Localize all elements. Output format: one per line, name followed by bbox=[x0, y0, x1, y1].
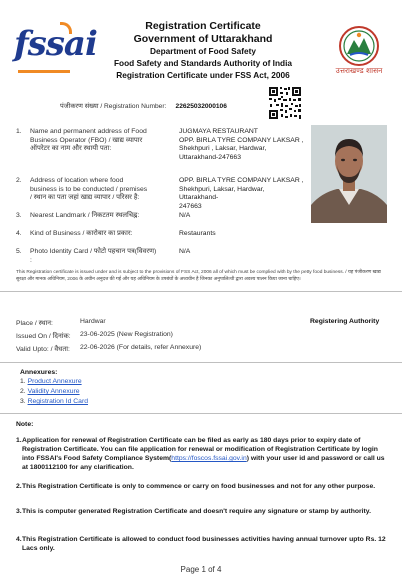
annexures-title: Annexures: bbox=[20, 369, 58, 376]
place-value: Hardwar bbox=[80, 318, 106, 325]
state-emblem-caption: उत्तराखण्ड शासन bbox=[335, 66, 383, 75]
legal-fine-print: This Registration certificate is issued under and is subject to the provisions of FSS Act, 2006 all of which must be complied with by the petty food business. / यह पंजीकरण खाद्य सुरक्षा और मानक अधिनियम, 2006 के अधीन अनुदत्त की गई और यह अधिनियम के उपबंधों के अध्यधीन है जिनका अनुपालित्थी द्वारा अवश्य पालन किया जाना चाहिए। bbox=[16, 270, 381, 282]
registering-authority: Registering Authority bbox=[310, 318, 380, 325]
registration-number: 22625032000106 bbox=[175, 103, 227, 110]
item-1-value: JUGMAYA RESTAURANT OPP. BIRLA TYRE COMPANY LAKSAR , Shekhpuri , Laksar, Hardwar, Uttarakhand-247663 bbox=[179, 128, 304, 161]
item-2-label: Address of location where food business is to be conducted / premises / स्थान का पता जहां खाद्य व्यापार / परिसर है: bbox=[30, 177, 148, 202]
note-4-text: This Registration Certificate is allowed to conduct food businesses activities having annual turnover upto Rs. 12 Lacs only. bbox=[22, 536, 386, 553]
government-title: Government of Uttarakhand bbox=[133, 33, 273, 45]
fssai-logo-text: fssai bbox=[14, 24, 97, 64]
note-1-text: Application for renewal of Registration Certificate can be filed as early as 180 days prior to expiry date of Registration Certificate. You can file application for renewal or modification of Registration Certificate by login into FSSAI's Food Safety Compliance System( bbox=[22, 437, 378, 463]
certificate-title: Registration Certificate bbox=[145, 20, 261, 32]
item-1-label: Name and permanent address of Food Business Operator (FBO) / खाद्य व्यापार ऑपरेटर का नाम और स्थायी पता: bbox=[30, 128, 147, 153]
note-2-number: 2. bbox=[16, 483, 22, 490]
place-row bbox=[16, 318, 106, 327]
qr-code-icon bbox=[268, 86, 302, 120]
note-2-text: This Registration Certificate is only to commence or carry on food businesses and not for any other purpose. bbox=[22, 483, 376, 490]
issued-value: 23-06-2025 (New Registration) bbox=[80, 331, 173, 338]
valid-value: 22-06-2026 (For details, refer Annexure) bbox=[80, 344, 202, 351]
item-3-number: 3. bbox=[16, 212, 22, 219]
issued-label: Issued On / दिनांक: bbox=[16, 333, 71, 340]
item-4-value: Restaurants bbox=[179, 230, 216, 237]
fssai-logo-bar bbox=[18, 70, 70, 73]
registration-number-label: पंजीकरण संख्या / Registration Number: bbox=[60, 103, 167, 110]
item-2-number: 2. bbox=[16, 177, 22, 184]
foscos-link[interactable]: https://foscos.fssai.gov.in bbox=[171, 455, 247, 463]
annexure-item-3: 3. Registration Id Card bbox=[20, 398, 89, 405]
page-indicator: Page 1 of 4 bbox=[180, 565, 222, 574]
note-title: Note: bbox=[16, 421, 34, 428]
registration-id-card-link[interactable]: Registration Id Card bbox=[27, 398, 89, 405]
item-5-number: 5. bbox=[16, 248, 22, 255]
note-3-text: This is computer generated Registration Certificate and doesn't require any signature or stamp by authority. bbox=[22, 508, 371, 515]
item-5-label: Photo Identity Card / फोटो पहचान पत्र(विवरण) : bbox=[30, 248, 157, 264]
department-title: Department of Food Safety bbox=[149, 46, 257, 56]
section-divider bbox=[0, 362, 402, 363]
note-item-2 bbox=[16, 482, 388, 491]
place-label: Place / स्थान: bbox=[16, 320, 53, 327]
note-1-number: 1. bbox=[16, 437, 22, 444]
issued-row bbox=[16, 331, 173, 340]
product-annexure-link[interactable]: Product Annexure bbox=[27, 378, 82, 385]
note-item-4 bbox=[16, 535, 388, 553]
note-item-1 bbox=[16, 436, 388, 472]
annexure-item-2: 2. Validity Annexure bbox=[20, 388, 80, 395]
item-4-label: Kind of Business / कारोबार का प्रकार: bbox=[30, 230, 133, 237]
item-3-value: N/A bbox=[179, 212, 191, 219]
item-1-number: 1. bbox=[16, 128, 22, 135]
item-2-value: OPP. BIRLA TYRE COMPANY LAKSAR , Shekhpuri, Laksar, Hardwar, Uttarakhand- 247663 bbox=[179, 177, 304, 210]
valid-row bbox=[16, 344, 202, 353]
operator-photo bbox=[311, 125, 387, 223]
annexure-item-1: 1. Product Annexure bbox=[20, 378, 82, 385]
item-5-value: N/A bbox=[179, 248, 191, 255]
item-4-number: 4. bbox=[16, 230, 22, 237]
registration-number-row bbox=[60, 101, 227, 110]
note-4-number: 4. bbox=[16, 536, 22, 543]
authority-title: Food Safety and Standards Authority of India bbox=[113, 58, 293, 68]
section-divider bbox=[0, 291, 402, 292]
valid-label: Valid Upto: / वैधता: bbox=[16, 346, 70, 353]
act-title: Registration Certificate under FSS Act, 2006 bbox=[116, 70, 290, 80]
fssai-logo bbox=[14, 22, 97, 78]
item-3-label: Nearest Landmark / निकटतम स्थलचिह्न: bbox=[30, 212, 140, 219]
note-3-number: 3. bbox=[16, 508, 22, 515]
note-1-text-end: ) with your user id and password or call us at 1800112100 for any clarification. bbox=[22, 455, 385, 472]
validity-annexure-link[interactable]: Validity Annexure bbox=[27, 388, 80, 395]
note-item-3 bbox=[16, 507, 388, 516]
section-divider bbox=[0, 413, 402, 414]
